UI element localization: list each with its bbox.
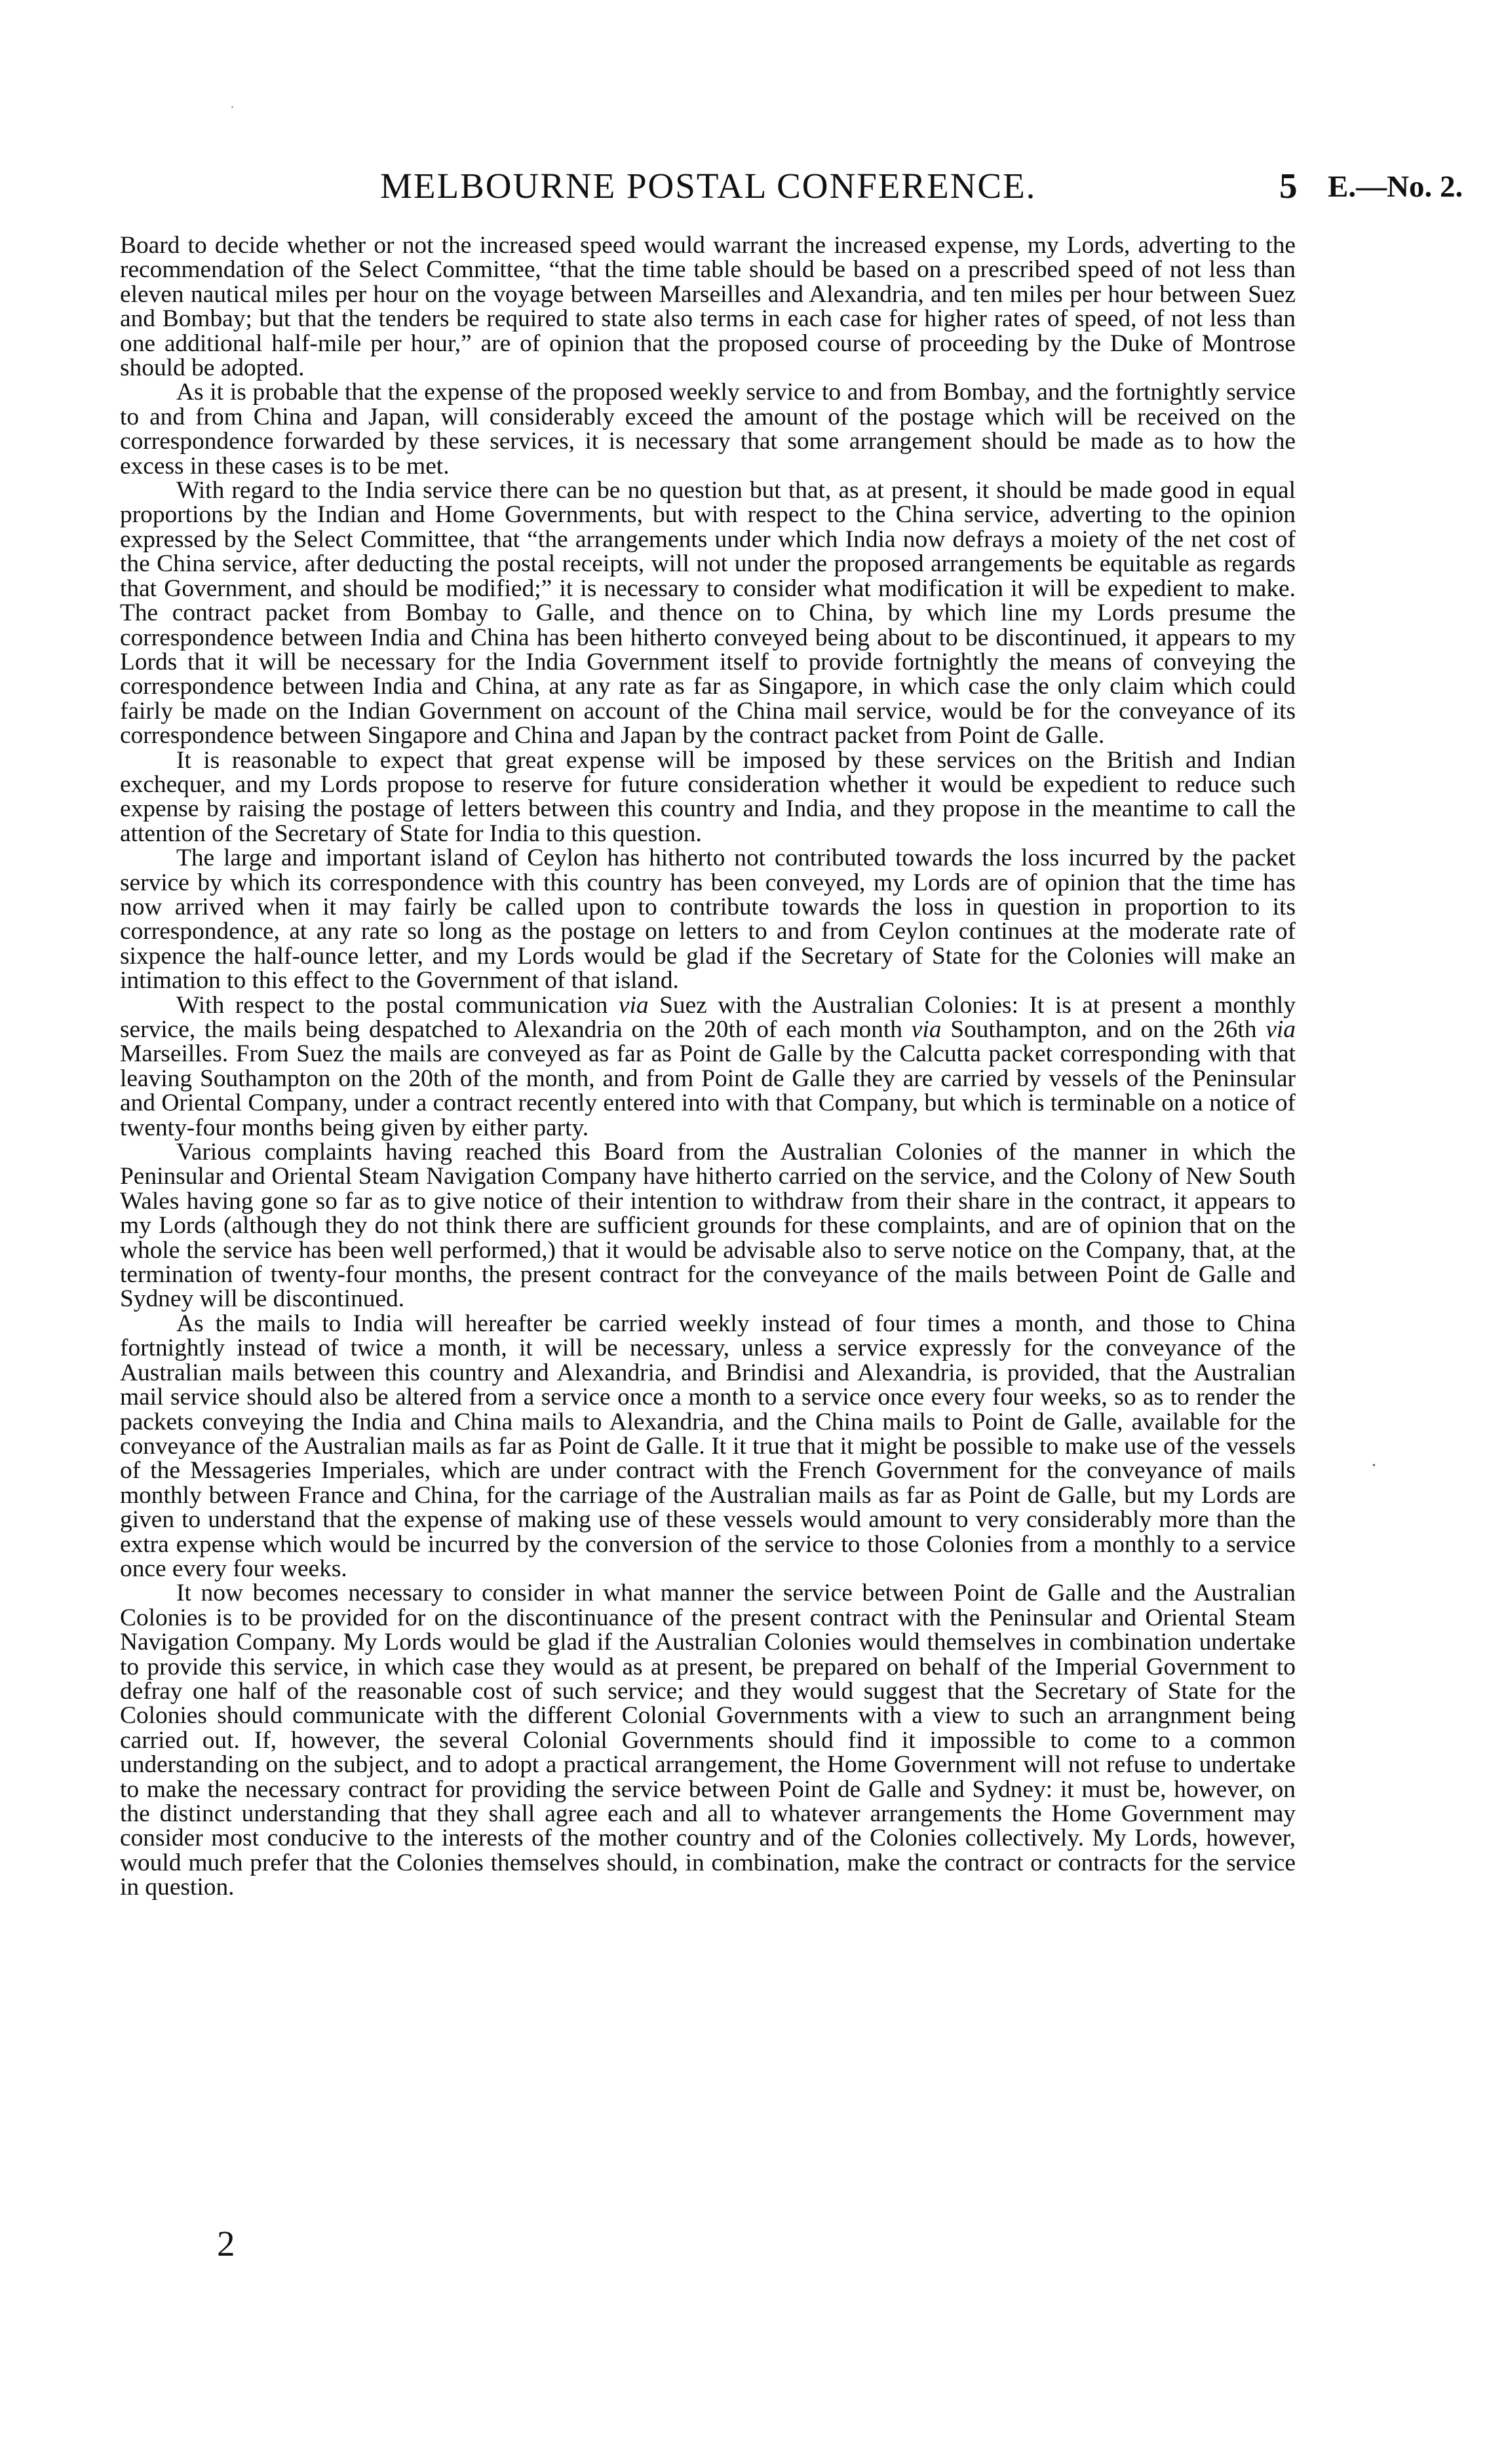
page-header [0, 165, 1487, 211]
paragraph: As it is probable that the expense of the proposed weekly service to and from Bombay, and the fortnightly service to and from China and Japan, will considerably exceed the amount of the postage which will be received on the correspondence forwarded by these services, it is necessary that some arrangement should be made as to how the excess in these cases is to be met. [120, 379, 1296, 480]
paragraph: As the mails to India will hereafter be carried weekly instead of four times a month, and those to China fortnightly instead of twice a month, it will be necessary, unless a service expressly for the conveyance of the Australian mails between this country and Alexandria, and Brindisi and Alexandria, is provided, that the Australian mail service should also be altered from a service once a month to a service once every four weeks, so as to render the packets conveying the India and China mails to Alexandria, and the China mails to Point de Galle, available for the conveyance of the Australian mails as far as Point de Galle. It it true that it might be possible to make use of the vessels of the Messageries Imperiales, which are under contract with the French Government for the conveyance of mails monthly between France and China, for the carriage of the Australian mails as far as Point de Galle, but my Lords are given to understand that the expense of making use of these vessels would amount to very considerably more than the extra expense which would be incurred by the conversion of the service to those Colonies from a monthly to a service once every four weeks. [120, 1310, 1296, 1582]
paragraph: It now becomes necessary to consider in what manner the service between Point de Galle and the Australian Colonies is to be provided for on the discontinuance of the present contract with the Peninsular and Oriental Steam Navigation Company. My Lords would be glad if the Australian Colonies would themselves in combination undertake to provide this service, in which case they would as at present, be prepared on behalf of the Imperial Government to defray one half of the reasonable cost of such service; and they would suggest that the Secretary of State for the Colonies should communicate with the different Colonial Governments with a view to such an arrangnment being carried out. If, however, the several Colonial Governments should find it impossible to come to a common understanding on the subject, and to adopt a practical arrangement, the Home Government will not refuse to undertake to make the necessary contract for providing the service between Point de Galle and Sydney: it must be, however, on the distinct understanding that they shall agree each and all to whatever arrangements the Home Government may consider most conducive to the interests of the mother country and of the Colonies collectively. My Lords, however, would much prefer that the Colonies themselves should, in combination, make the contract or contracts for the service in question. [120, 1580, 1296, 1901]
page-title: MELBOURNE POSTAL CONFERENCE. [380, 166, 1037, 206]
paragraph: Various complaints having reached this Board from the Australian Colonies of the manner in which the Peninsular and Oriental Steam Navigation Company have hitherto carried on the service, and the Colony of New South Wales having gone so far as to give notice of their intention to withdraw from their share in the contract, it appears to my Lords (although they do not think there are sufficient grounds for these complaints, and are of opinion that on the whole the service has been well performed,) that it would be advisable also to serve notice on the Company, that, at the termination of twenty-four months, the present contract for the conveyance of the mails between Point de Galle and Sydney will be discontinued. [120, 1139, 1296, 1313]
paragraph: With regard to the India service there can be no question but that, as at present, it should be made good in equal proportions by the Indian and Home Governments, but with respect to the China service, adverting to the opinion expressed by the Select Committee, that “the arrangements under which India now defrays a moiety of the net cost of the China service, after deducting the postal receipts, will not under the proposed arrangements be equitable as regards that Government, and should be modified;” it is necessary to consider what modification it will be expedient to make. The contract packet from Bombay to Galle, and thence on to China, by which line my Lords presume the correspondence between India and China has been hitherto conveyed being about to be discontinued, it appears to my Lords that it will be necessary for the India Government itself to provide fortnightly the means of conveying the correspondence between India and China, at any rate as far as Singapore, in which case the only claim which could fairly be made on the Indian Government on account of the China mail service, would be for the conveyance of its correspondence between Singapore and China and Japan by the contract packet from Point de Galle. [120, 477, 1296, 749]
ink-speck: ’ [231, 105, 234, 115]
paragraph: With respect to the postal communication via Suez with the Australian Colonies: It is at present a monthly service, the mails being despatched to Alexandria on the 20th of each month via Southampton, and on the 26th via Marseilles. From Suez the mails are conveyed as far as Point de Galle by the Calcutta packet corresponding with that leaving Southampton on the 20th of the month, and from Point de Galle they are carried by vessels of the Peninsular and Oriental Company, under a contract recently entered into with that Company, but which is terminable on a notice of twenty-four months being given by either party. [120, 991, 1296, 1141]
signature-mark: 2 [217, 2224, 235, 2264]
paragraph: Board to decide whether or not the increased speed would warrant the increased expense, my Lords, adverting to the recommendation of the Select Committee, “that the time table should be based on a prescribed speed of not less than eleven nautical miles per hour on the voyage between Marseilles and Alexandria, and ten miles per hour between Suez and Bombay; but that the tenders be required to state also terms in each case for higher rates of speed, of not less than one additional half-mile per hour,” are of opinion that the proposed course of proceeding by the Duke of Montrose should be adopted. [120, 232, 1296, 382]
page-number: 5 [1279, 166, 1298, 206]
ink-speck: • [1372, 1461, 1376, 1471]
paragraph: It is reasonable to expect that great expense will be imposed by these services on the British and Indian exchequer, and my Lords propose to reserve for future consideration whether it would be expedient to reduce such expense by raising the postage of letters between this country and India, and they propose in the meantime to call the attention of the Secretary of State for India to this question. [120, 746, 1296, 847]
report-code: E.—No. 2. [1328, 170, 1463, 204]
body-text [120, 233, 1296, 1900]
paragraph: The large and important island of Ceylon has hitherto not contributed towards the loss incurred by the packet service by which its correspondence with this country has been conveyed, my Lords are of opinion that the time has now arrived when it may fairly be called upon to contribute towards the loss in question in proportion to its correspondence, at any rate so long as the postage on letters to and from Ceylon continues at the moderate rate of sixpence the half-ounce letter, and my Lords would be glad if the Secretary of State for the Colonies will make an intimation to this effect to the Government of that island. [120, 844, 1296, 995]
